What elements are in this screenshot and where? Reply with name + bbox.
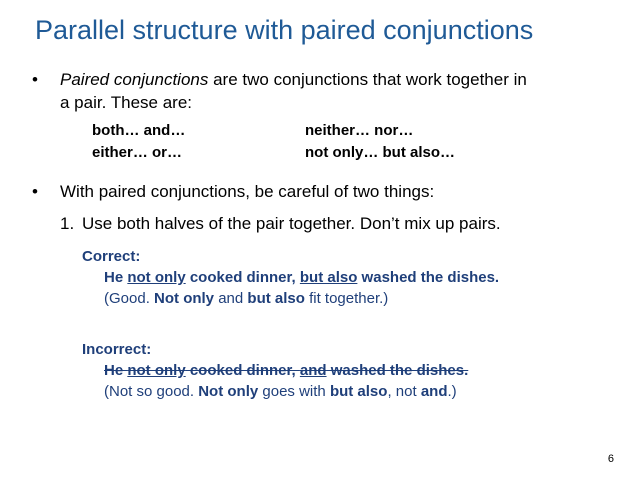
note-part: fit together.) bbox=[304, 290, 389, 307]
numbered-item-1 bbox=[60, 214, 501, 234]
correct-sentence bbox=[82, 267, 499, 288]
note-part: .) bbox=[447, 383, 457, 400]
bullet-text-line1: are two conjunctions that work together in bbox=[208, 70, 527, 89]
slide-title: Parallel structure with paired conjunctions bbox=[35, 15, 534, 45]
pair-both-and: both… and… bbox=[92, 122, 186, 139]
pair-neither-nor: neither… nor… bbox=[305, 122, 414, 139]
sentence-part: He bbox=[104, 269, 128, 286]
note-emphasis: but also bbox=[247, 290, 305, 307]
pair-not-only-but-also: not only… but also… bbox=[305, 144, 455, 161]
note-emphasis: Not only bbox=[198, 383, 259, 400]
item-number: 1. bbox=[60, 214, 75, 233]
note-emphasis: Not only bbox=[154, 290, 215, 307]
item-text: Use both halves of the pair together. Don’t mix up pairs. bbox=[82, 214, 501, 233]
term-paired-conjunctions: Paired conjunctions bbox=[60, 70, 209, 89]
incorrect-note bbox=[82, 381, 468, 402]
pair-either-or: either… or… bbox=[92, 144, 183, 161]
page-number: 6 bbox=[607, 453, 614, 465]
note-part: goes with bbox=[258, 383, 330, 400]
underlined-not-only: not only bbox=[127, 362, 186, 379]
bullet-text-line2: a pair. These are: bbox=[60, 93, 192, 112]
bullet-text: With paired conjunctions, be careful of two things: bbox=[60, 182, 435, 201]
note-emphasis: but also bbox=[329, 383, 388, 400]
bullet-marker: • bbox=[32, 182, 38, 201]
sentence-part: washed the dishes. bbox=[357, 269, 500, 286]
incorrect-sentence bbox=[82, 360, 468, 381]
correct-note bbox=[82, 288, 499, 309]
sentence-part: washed the dishes. bbox=[326, 362, 469, 379]
sentence-part: He bbox=[104, 362, 128, 379]
note-part: (Good. bbox=[104, 290, 155, 307]
sentence-part: cooked dinner, bbox=[185, 269, 300, 286]
correct-label: Correct: bbox=[82, 248, 141, 265]
note-part: (Not so good. bbox=[104, 383, 199, 400]
incorrect-label: Incorrect: bbox=[82, 341, 152, 358]
note-part: and bbox=[214, 290, 248, 307]
sentence-part: cooked dinner, bbox=[185, 362, 300, 379]
bullet-text bbox=[60, 68, 527, 114]
note-part: , not bbox=[387, 383, 421, 400]
underlined-but-also: but also bbox=[299, 269, 358, 286]
bullet-marker: • bbox=[32, 70, 38, 89]
correct-example bbox=[82, 246, 499, 309]
note-emphasis: and bbox=[420, 383, 448, 400]
underlined-not-only: not only bbox=[127, 269, 186, 286]
incorrect-example bbox=[82, 339, 468, 402]
underlined-and: and bbox=[299, 362, 327, 379]
